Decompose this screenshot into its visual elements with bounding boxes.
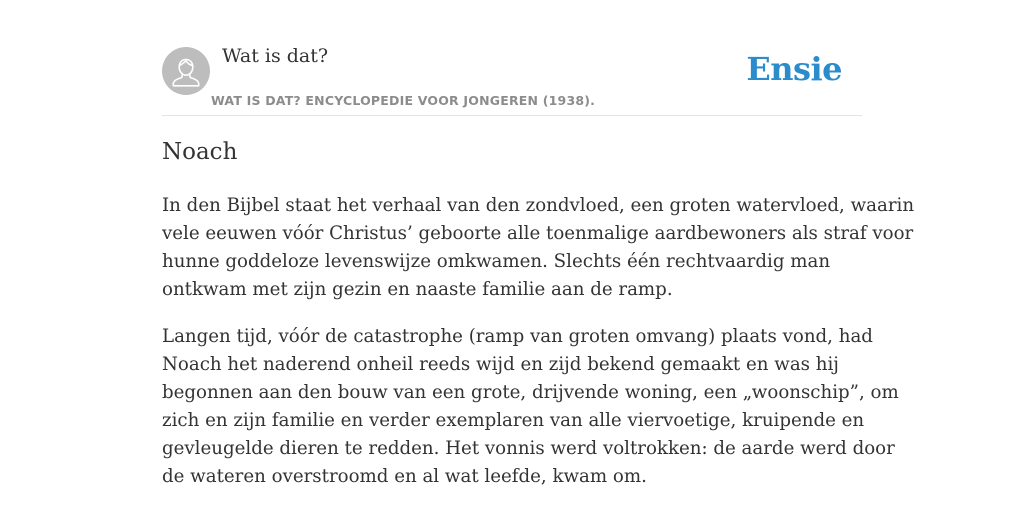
brand-logo[interactable]: Ensie xyxy=(746,50,842,88)
paragraph-line: In den Bijbel staat het verhaal van den zondvloed, een groten watervloed, waarin xyxy=(162,195,915,216)
user-silhouette-icon xyxy=(162,47,210,95)
source-title[interactable]: Wat is dat? xyxy=(222,45,329,67)
source-header xyxy=(162,0,862,116)
source-subtitle[interactable]: WAT IS DAT? ENCYCLOPEDIE VOOR JONGEREN (1938). xyxy=(211,93,596,108)
paragraph-line: vele eeuwen vóór Christus’ geboorte alle toenmalige aardbewoners als straf voor xyxy=(162,223,914,244)
paragraph-line: zich en zijn familie en verder exemplaren van alle viervoetige, kruipende en xyxy=(162,410,865,431)
article-paragraph xyxy=(162,323,899,491)
paragraph-line: gevleugelde dieren te redden. Het vonnis werd voltrokken: de aarde werd door xyxy=(162,438,895,459)
paragraph-line: de wateren overstroomd en al wat leefde, kwam om. xyxy=(162,466,647,487)
paragraph-line: hunne goddeloze levenswijze omkwamen. Slechts één rechtvaardig man xyxy=(162,251,831,272)
paragraph-line: begonnen aan den bouw van een grote, drijvende woning, een „woonschip”, om xyxy=(162,382,899,403)
paragraph-line: Langen tijd, vóór de catastrophe (ramp van groten omvang) plaats vond, had xyxy=(162,326,873,347)
article-title: Noach xyxy=(162,139,238,165)
avatar[interactable] xyxy=(162,47,210,95)
article-paragraph xyxy=(162,192,915,304)
paragraph-line: Noach het naderend onheil reeds wijd en zijd bekend gemaakt en was hij xyxy=(162,354,839,375)
paragraph-line: ontkwam met zijn gezin en naaste familie aan de ramp. xyxy=(162,279,673,300)
